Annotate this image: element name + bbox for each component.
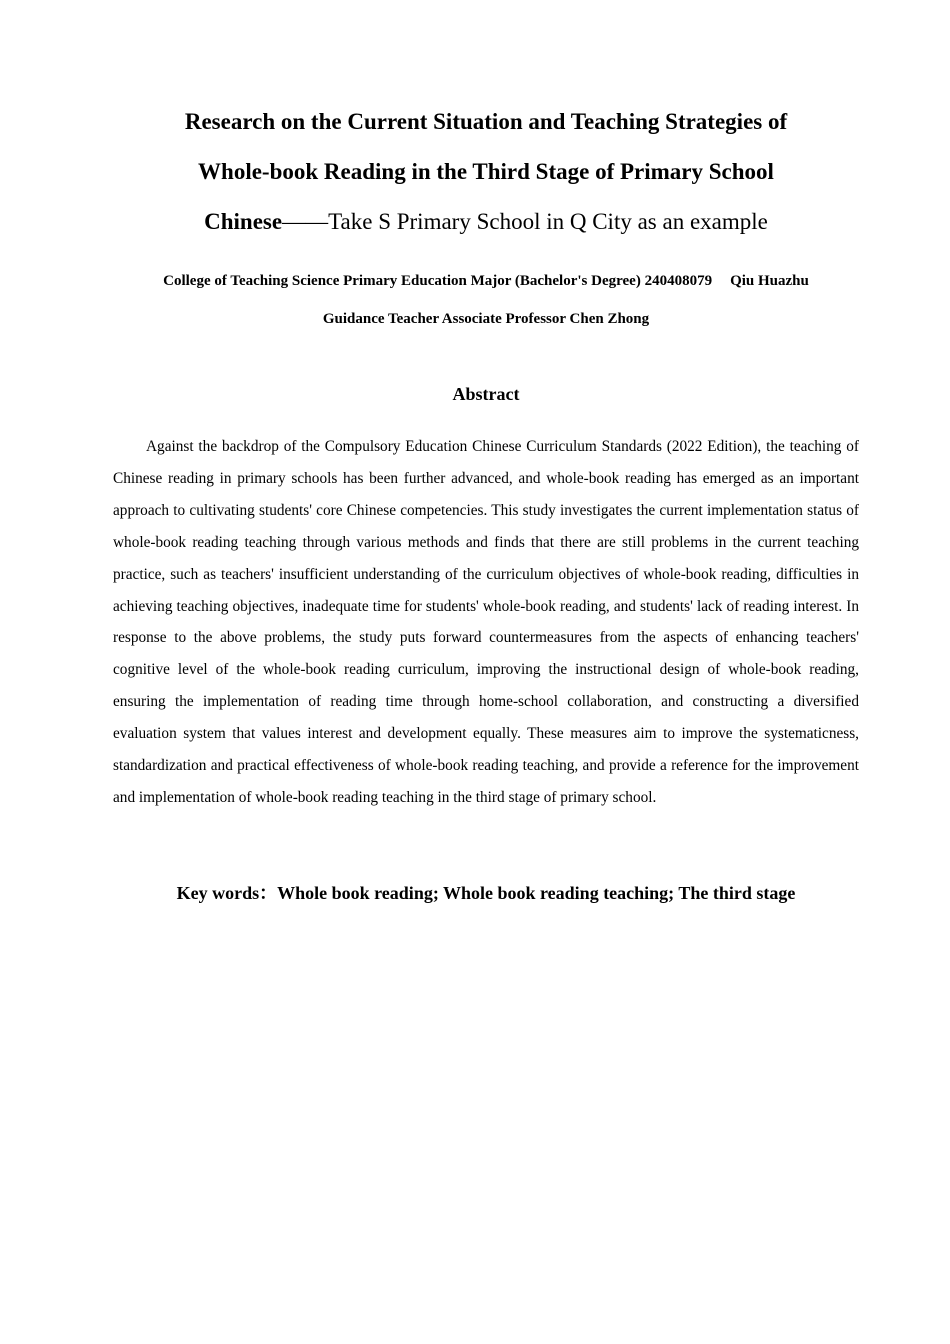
paper-title — [113, 97, 859, 247]
paper-subtitle: ——Take S Primary School in Q City as an example — [282, 209, 768, 234]
title-line-3-bold: Chinese — [204, 209, 283, 234]
keywords-text: Whole book reading; Whole book reading teaching; The third stage — [277, 883, 796, 903]
title-line-2: Whole-book Reading in the Third Stage of Primary School — [198, 159, 774, 184]
author-affiliation: College of Teaching Science Primary Education Major (Bachelor's Degree) 240408079 — [163, 273, 713, 289]
keywords-label: Key words： — [176, 883, 278, 903]
title-line-3 — [113, 197, 859, 247]
abstract-heading: Abstract — [452, 384, 520, 404]
author-name: Qiu Huazhu — [730, 273, 809, 289]
keywords-line — [113, 879, 859, 905]
title-line-1: Research on the Current Situation and Teaching Strategies of — [184, 109, 788, 134]
abstract-body: Against the backdrop of the Compulsory Education Chinese Curriculum Standards (2022 Edition), the teaching of Chinese reading in primary schools has been further advanced, and whole-book reading has emerged as an important approach to cultivating students' core Chinese competencies. This study investigates the current implementation status of whole-book reading teaching through various methods and finds that there are still problems in the current teaching practice, such as teachers' insufficient understanding of the curriculum objectives of whole-book reading, difficulties in achieving teaching objectives, inadequate time for students' whole-book reading, and students' lack of reading interest. In response to the above problems, the study puts forward countermeasures from the aspects of enhancing teachers' cognitive level of the whole-book reading curriculum, improving the instructional design of whole-book reading, ensuring the implementation of reading time through home-school collaboration, and constructing a diversified evaluation system that values interest and development equally. These measures aim to improve the systematicness, standardization and practical effectiveness of whole-book reading teaching, and provide a reference for the improvement and implementation of whole-book reading teaching in the third stage of primary school. — [113, 438, 859, 806]
author-affiliation-line — [113, 273, 859, 290]
supervisor-line: Guidance Teacher Associate Professor Chen Zhong — [322, 311, 650, 327]
